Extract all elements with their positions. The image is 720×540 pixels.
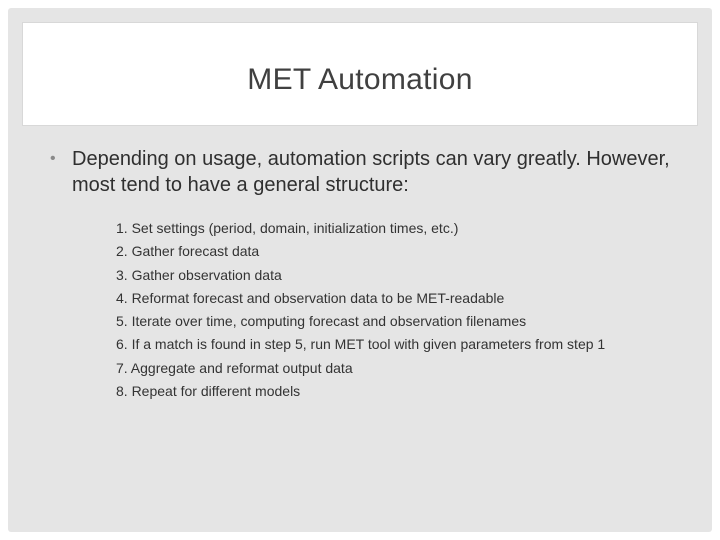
step-item: 6. If a match is found in step 5, run MET tool with given parameters from step 1	[116, 336, 606, 353]
slide-title: MET Automation	[247, 63, 473, 96]
step-item: 5. Iterate over time, computing forecast and observation filenames	[116, 313, 527, 330]
main-bullet	[50, 146, 700, 198]
step-item: 3. Gather observation data	[116, 266, 282, 283]
step-item: 7. Aggregate and reformat output data	[116, 359, 353, 376]
step-item: 8. Repeat for different models	[116, 383, 301, 400]
steps-list	[116, 217, 706, 403]
slide	[8, 8, 712, 532]
bullet-marker: •	[50, 150, 56, 167]
step-item: 2. Gather forecast data	[116, 243, 260, 260]
title-box	[22, 22, 698, 126]
step-item: 1. Set settings (period, domain, initialization times, etc.)	[116, 220, 459, 236]
step-item: 4. Reformat forecast and observation data to be MET-readable	[116, 289, 505, 306]
bullet-text: Depending on usage, automation scripts can vary greatly. However, most tend to have a general structure:	[72, 148, 670, 196]
